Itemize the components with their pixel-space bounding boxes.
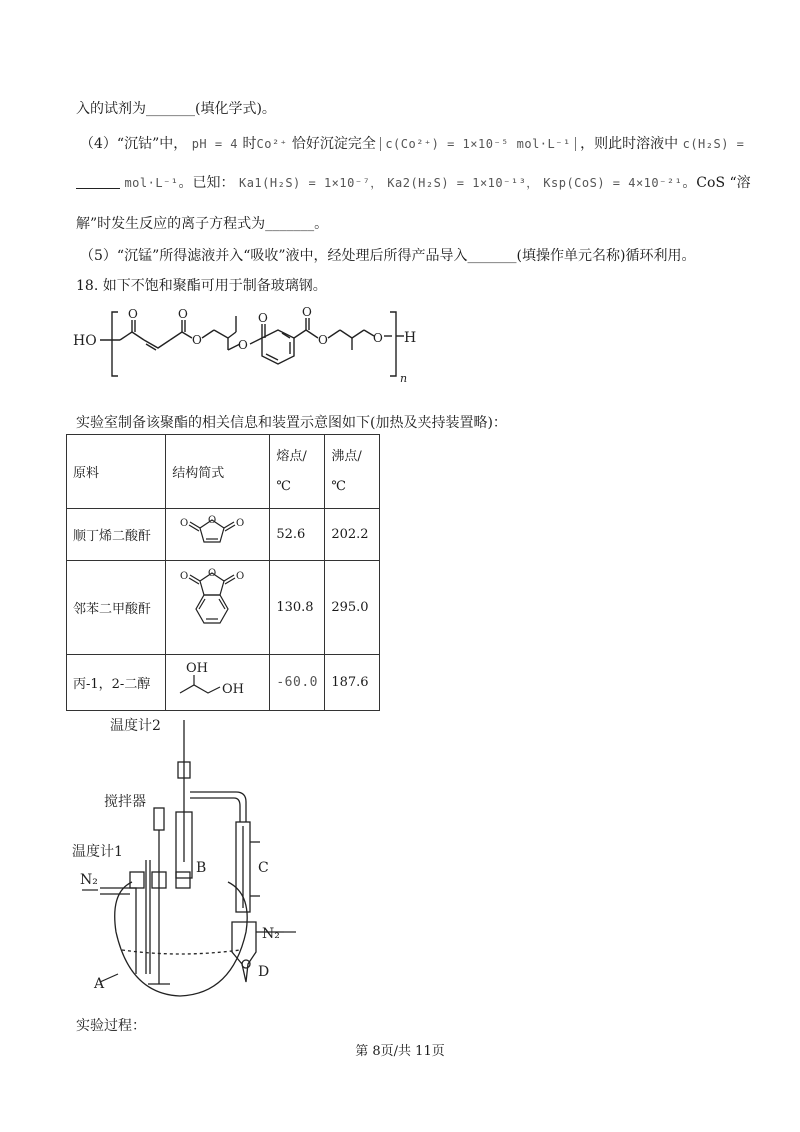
svg-text:O: O [208,514,217,526]
table-header-row [67,435,380,509]
polymer-o-label: O [318,333,328,347]
polymer-left-end: HO [73,333,97,349]
answer-blank[interactable] [76,174,120,189]
boiling-point: 295.0 [325,561,380,655]
table-row [67,509,380,561]
svg-text:O: O [180,517,189,529]
text-line-3 [76,173,751,193]
svg-text:O: O [236,517,245,529]
structure-cell [166,655,270,711]
text-line-4: 解”时发生反应的离子方程式为_______。 [76,216,329,232]
unit: mol·L⁻¹ [124,176,179,190]
svg-text:O: O [180,570,189,582]
ka1-value: Ka1(H₂S) = 1×10⁻⁷， [238,176,383,190]
q4-then: ，则此时溶液中 [580,136,679,152]
phthalic-anhydride-structure [172,565,252,647]
melting-point: 130.8 [270,561,325,655]
svg-text:O: O [236,570,245,582]
polymer-o-label: O [178,307,188,321]
n2-inlet-label: N₂ [80,872,98,888]
propanediol-structure [172,659,252,703]
structure-cell [166,561,270,655]
boiling-point: 187.6 [325,655,380,711]
n2-outlet-label: N₂ [262,926,280,942]
reagent-name: 顺丁烯二酸酐 [67,509,166,561]
polymer-structure [70,302,420,386]
text-line-7: 实验室制备该聚酯的相关信息和装置示意图如下(加热及夹持装置略)： [76,415,507,431]
q4-prefix: （4）“沉钴”中， [80,136,188,152]
label-a: A [94,976,105,992]
polymer-o-label: O [192,333,202,347]
polymer-right-end: H [404,330,417,346]
header-bp: 沸点/ ℃ [325,435,380,509]
svg-text:OH: OH [222,681,245,697]
text-line-8: 实验过程： [76,1018,146,1034]
table-row [67,655,380,711]
label-b: B [196,860,207,876]
reagent-table [66,434,380,711]
label-d: D [258,964,270,980]
reagent-name: 邻苯二甲酸酐 [67,561,166,655]
cos-dissolve: 。CoS “溶 [682,175,751,191]
text-line-5: （5）“沉锰”所得滤液并入“吸收”液中，经处理后所得产品导入_______(填操作单元名称)循环利用。 [80,248,696,264]
q4-complete: 恰好沉淀完全 [291,136,376,152]
ph-value: pH = 4 [191,137,239,151]
header-mp: 熔点/ ℃ [270,435,325,509]
stirrer-label: 搅拌器 [104,794,146,810]
polymer-o-label: O [128,307,138,321]
svg-text:OH: OH [186,660,209,676]
known-label: 。已知： [178,175,235,191]
repeat-count: n [400,372,408,385]
polymer-o-label: O [238,338,248,352]
page-footer: 第 8页/共 11页 [355,1044,445,1059]
h2s-concentration: c(H₂S) = [682,137,745,151]
cobalt-ion: Co²⁺ [256,137,288,151]
polymer-o-label: O [302,305,312,319]
header-structure: 结构简式 [166,435,270,509]
thermometer-2-label: 温度计2 [110,718,161,734]
thermometer-1-label: 温度计1 [72,844,123,860]
flask-a [115,882,247,996]
apparatus-diagram [60,712,360,1008]
ksp-value: Ksp(CoS) = 4×10⁻²¹ [543,176,683,190]
melting-point: 52.6 [270,509,325,561]
polymer-o-label: O [373,331,383,345]
maleic-anhydride-structure [172,514,252,552]
text-line-1: 入的试剂为_______(填化学式)。 [76,101,276,117]
ka2-value: Ka2(H₂S) = 1×10⁻¹³， [387,176,539,190]
question-18-title: 18. 如下不饱和聚酯可用于制备玻璃钢。 [76,278,327,294]
svg-text:O: O [208,567,217,579]
table-row [67,561,380,655]
text-line-2 [80,134,744,154]
polymer-o-label: O [258,311,268,325]
structure-cell [166,509,270,561]
boiling-point: 202.2 [325,509,380,561]
melting-point: -60.0 [270,655,325,711]
cobalt-concentration: c(Co²⁺) = 1×10⁻⁵ mol·L⁻¹ [380,137,575,151]
label-c: C [258,860,269,876]
reagent-name: 丙-1，2-二醇 [67,655,166,711]
header-name: 原料 [67,435,166,509]
q4-at: 时 [242,136,257,152]
